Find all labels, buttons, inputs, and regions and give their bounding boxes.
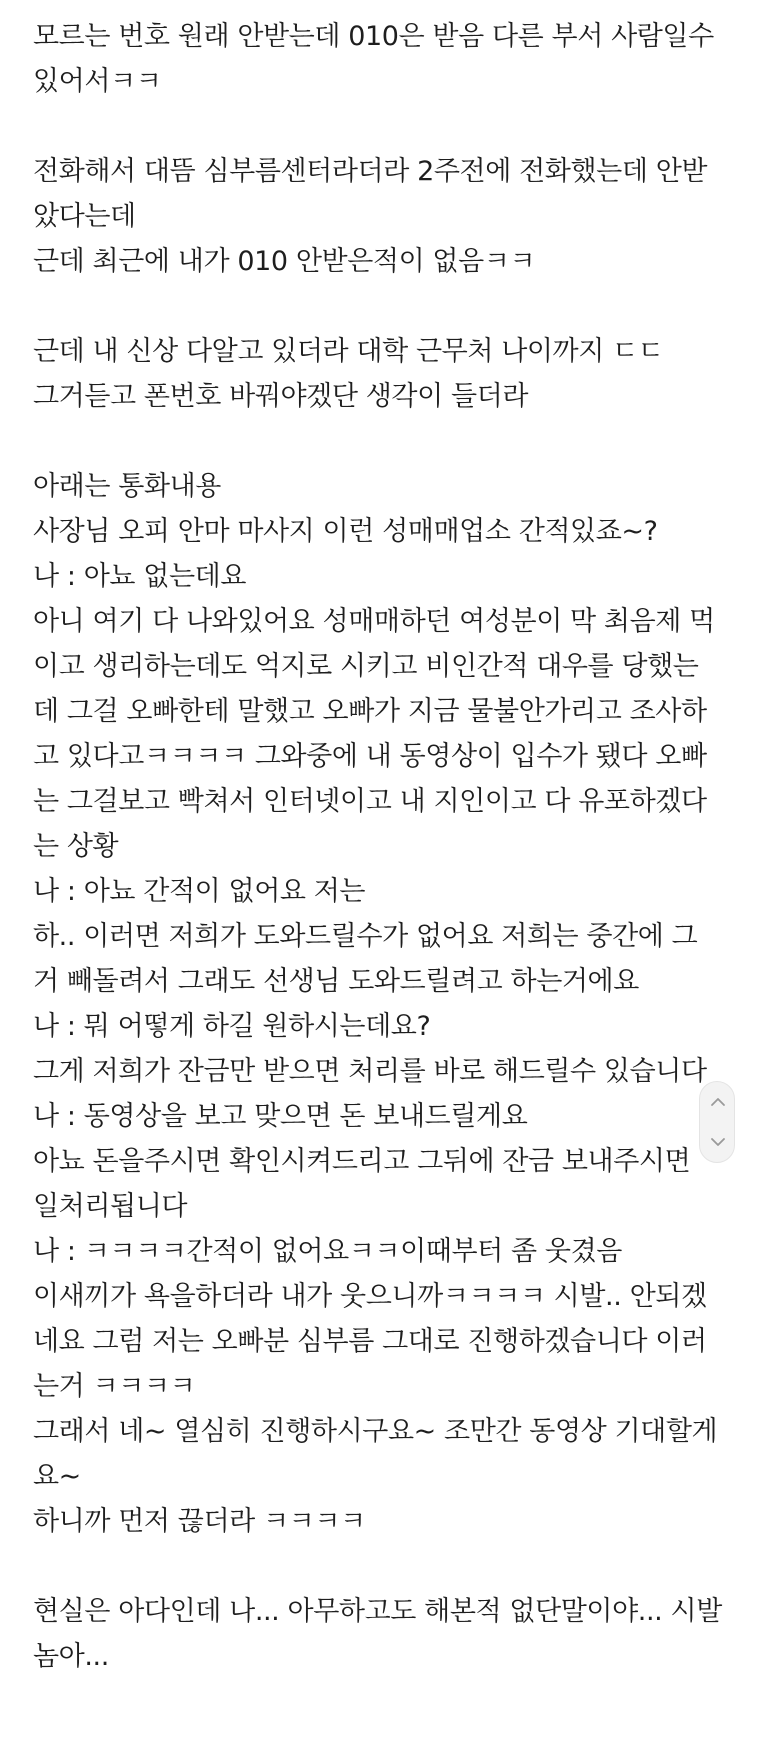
- text-line: 근데 최근에 내가 010 안받은적이 없음ㅋㅋ: [33, 246, 536, 277]
- text-line: 모르는 번호 원래 안받는데 010은 받음 다른 부서 사람일수: [33, 21, 714, 52]
- chevron-up-icon: [710, 1097, 726, 1107]
- text-line: 거 빼돌려서 그래도 선생님 도와드릴려고 하는거에요: [33, 966, 639, 997]
- text-line: 이고 생리하는데도 억지로 시키고 비인간적 대우를 당했는: [33, 651, 699, 682]
- paragraph-spacer: [33, 284, 733, 329]
- text-line: 는거 ㅋㅋㅋㅋ: [33, 1371, 196, 1402]
- scroll-down-button[interactable]: [700, 1122, 736, 1162]
- paragraph: [33, 1589, 733, 1679]
- paragraph-spacer: [33, 419, 733, 464]
- text-line: 근데 내 신상 다알고 있더라 대학 근무처 나이까지 ㄷㄷ: [33, 336, 664, 367]
- text-line: 하니까 먼저 끊더라 ㅋㅋㅋㅋ: [33, 1506, 366, 1537]
- text-line: 는 상황: [33, 831, 119, 862]
- text-line: 나 : 아뇨 간적이 없어요 저는: [33, 876, 366, 907]
- text-line: 고 있다고ㅋㅋㅋㅋ 그와중에 내 동영상이 입수가 됐다 오빠: [33, 741, 707, 772]
- paragraph-spacer: [33, 1544, 733, 1589]
- text-line: 나 : ㅋㅋㅋㅋ간적이 없어요ㅋㅋ이때부터 좀 웃겼음: [33, 1236, 622, 1267]
- paragraph: [33, 149, 733, 284]
- text-line: 아래는 통화내용: [33, 471, 221, 502]
- text-line: 았다는데: [33, 201, 136, 232]
- text-line: 나 : 뭐 어떻게 하길 원하시는데요?: [33, 1011, 431, 1042]
- post-body: [33, 14, 733, 1679]
- text-line: 그거듣고 폰번호 바꿔야겠단 생각이 들더라: [33, 381, 529, 412]
- text-line: 이새끼가 욕을하더라 내가 웃으니까ㅋㅋㅋㅋ 시발.. 안되겠: [33, 1281, 707, 1312]
- text-line: 현실은 아다인데 나... 아무하고도 해본적 없단말이야... 시발: [33, 1596, 722, 1627]
- text-line: 는 그걸보고 빡쳐서 인터넷이고 내 지인이고 다 유포하겠다: [33, 786, 707, 817]
- text-line: 데 그걸 오빠한테 말했고 오빠가 지금 물불안가리고 조사하: [33, 696, 707, 727]
- text-line: 있어서ㅋㅋ: [33, 66, 162, 97]
- chevron-down-icon: [710, 1137, 726, 1147]
- text-line: 사장님 오피 안마 마사지 이런 성매매업소 간적있죠~?: [33, 516, 658, 547]
- text-line: 놈아...: [33, 1641, 109, 1672]
- text-line: 네요 그럼 저는 오빠분 심부름 그대로 진행하겠습니다 이러: [33, 1326, 707, 1357]
- text-line: 그게 저희가 잔금만 받으면 처리를 바로 해드릴수 있습니다: [33, 1056, 707, 1087]
- scroll-up-button[interactable]: [700, 1082, 736, 1122]
- text-line: 아니 여기 다 나와있어요 성매매하던 여성분이 막 최음제 먹: [33, 606, 715, 637]
- paragraph: [33, 329, 733, 419]
- scroll-control: [699, 1081, 735, 1163]
- text-line: 하.. 이러면 저희가 도와드릴수가 없어요 저희는 중간에 그: [33, 921, 698, 952]
- paragraph-spacer: [33, 104, 733, 149]
- text-line: 나 : 동영상을 보고 맞으면 돈 보내드릴게요: [33, 1101, 528, 1132]
- text-line: 나 : 아뇨 없는데요: [33, 561, 247, 592]
- text-line: 요~: [33, 1461, 81, 1492]
- text-line: 그래서 네~ 열심히 진행하시구요~ 조만간 동영상 기대할게: [33, 1416, 718, 1447]
- text-line: 전화해서 대뜸 심부름센터라더라 2주전에 전화했는데 안받: [33, 156, 708, 187]
- text-line: 아뇨 돈을주시면 확인시켜드리고 그뒤에 잔금 보내주시면: [33, 1146, 691, 1177]
- paragraph: [33, 14, 733, 104]
- text-line: 일처리됩니다: [33, 1191, 188, 1222]
- paragraph: [33, 464, 733, 1544]
